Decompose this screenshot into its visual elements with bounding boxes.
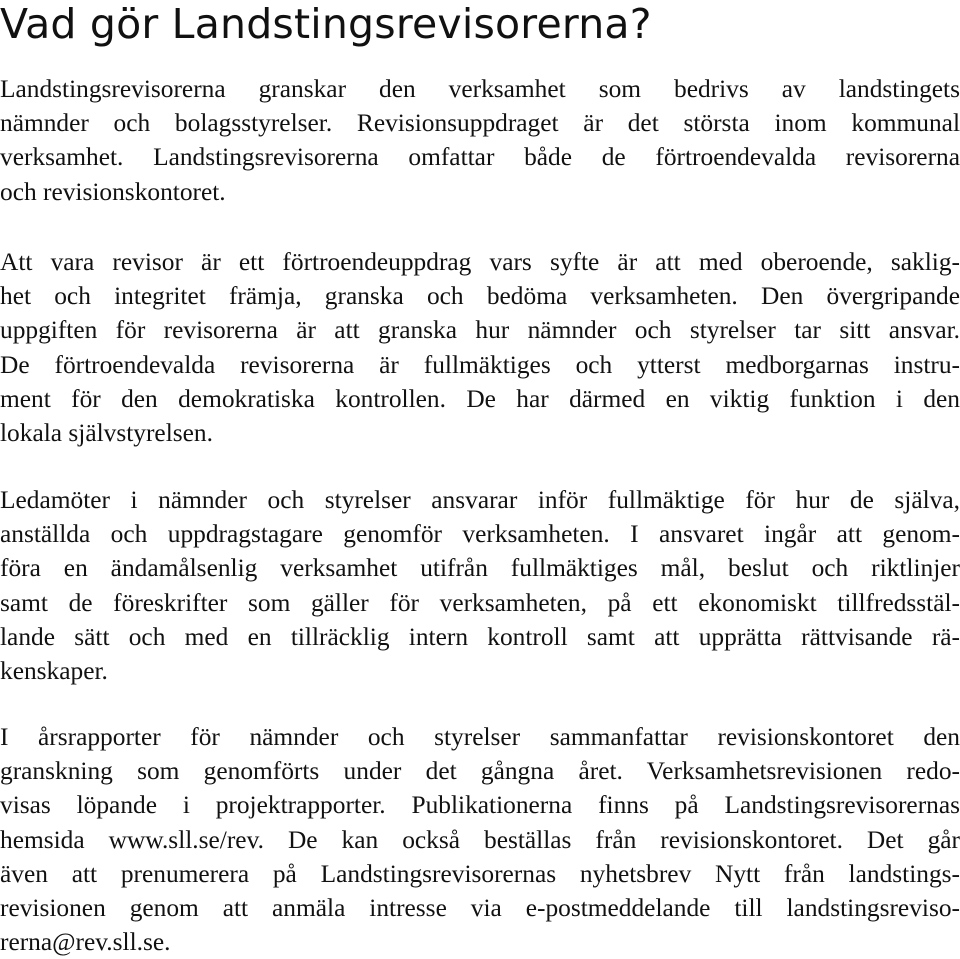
paragraph-responsibility xyxy=(0,483,960,688)
text-line: och revisionskontoret. xyxy=(0,177,226,206)
page-title: Vad gör Landstingsrevisorerna? xyxy=(0,0,652,48)
paragraph-intro xyxy=(0,72,960,209)
paragraph-reports xyxy=(0,720,960,959)
text-line: De förtroendevalda revisorerna är fullmäktiges och ytterst medborgarnas instru- xyxy=(0,350,960,379)
text-line: granskning som genomförts under det gångna året. Verksamhetsrevisionen redo- xyxy=(0,757,960,786)
text-line: uppgiften för revisorerna är att granska hur nämnder och styrelser tar sitt ansvar. xyxy=(0,316,960,345)
text-line: anställda och uppdragstagare genomför verksamheten. I ansvaret ingår att genom- xyxy=(0,520,960,549)
text-line: hemsida www.sll.se/rev. De kan också beställas från revisionskontoret. Det går xyxy=(0,825,960,854)
text-line: visas löpande i projektrapporter. Publikationerna finns på Landstingsrevisorernas xyxy=(0,791,960,820)
text-line: revisionen genom att anmäla intresse via e-postmeddelande till landstingsreviso- xyxy=(0,894,960,923)
text-line: Landstingsrevisorerna granskar den verksamhet som bedrivs av landstingets xyxy=(0,75,960,103)
text-line: föra en ändamålsenlig verksamhet utifrån fullmäktiges mål, beslut och riktlinjer xyxy=(0,554,960,583)
text-line: Att vara revisor är ett förtroendeuppdrag vars syfte är att med oberoende, saklig- xyxy=(0,248,960,276)
text-line: nämnder och bolagsstyrelser. Revisionsuppdraget är det största inom kommunal xyxy=(0,109,960,138)
text-line: Ledamöter i nämnder och styrelser ansvarar inför fullmäktige för hur de själva, xyxy=(0,486,960,514)
text-line: kenskaper. xyxy=(0,657,108,686)
text-line: verksamhet. Landstingsrevisorerna omfattar både de förtroendevalda revisorerna xyxy=(0,143,960,172)
text-line: samt de föreskrifter som gäller för verksamheten, på ett ekonomiskt tillfredsstäl- xyxy=(0,588,960,617)
paragraph-revisor-role xyxy=(0,245,960,450)
text-line: het och integritet främja, granska och bedöma verksamheten. Den övergripande xyxy=(0,282,960,311)
text-line: I årsrapporter för nämnder och styrelser sammanfattar revisionskontoret den xyxy=(0,723,960,751)
text-line: ment för den demokratiska kontrollen. De har därmed en viktig funktion i den xyxy=(0,384,960,413)
text-line: lokala självstyrelsen. xyxy=(0,419,213,448)
text-line: rerna@rev.sll.se. xyxy=(0,928,171,957)
text-line: lande sätt och med en tillräcklig intern kontroll samt att upprätta rättvisande rä- xyxy=(0,622,960,651)
text-line: även att prenumerera på Landstingsrevisorernas nyhetsbrev Nytt från landstings- xyxy=(0,859,960,888)
